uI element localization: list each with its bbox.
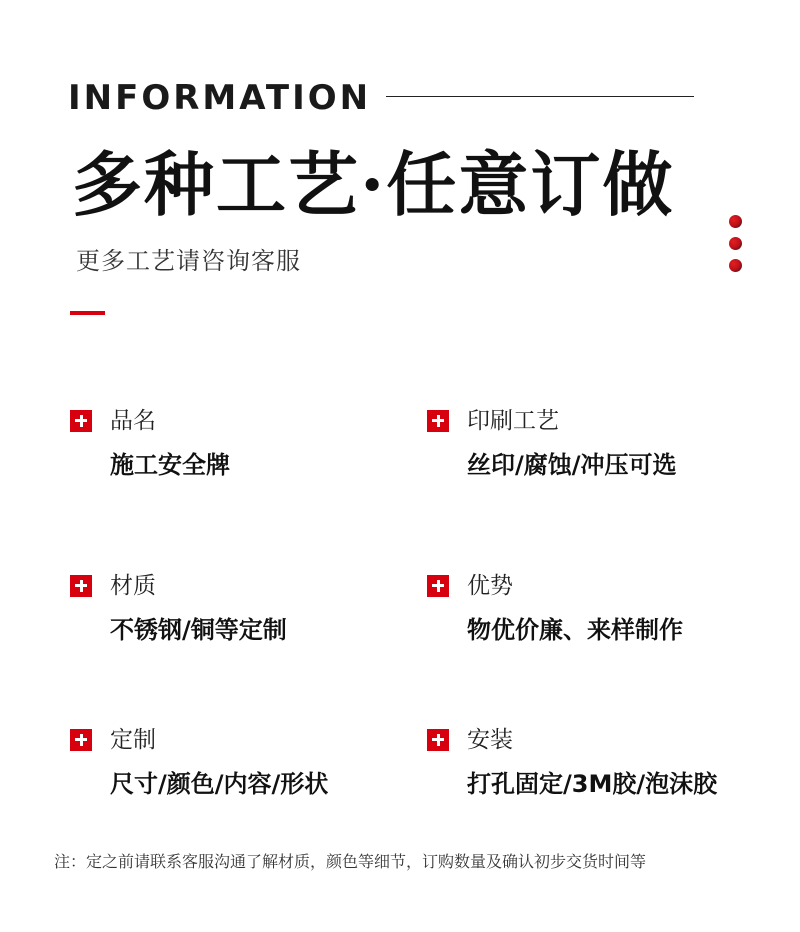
accent-bar <box>70 311 105 315</box>
spec-value: 打孔固定/3M胶/泡沫胶 <box>467 770 718 798</box>
spec-label: 材质 <box>110 573 156 599</box>
dot <box>729 215 742 228</box>
plus-icon <box>70 410 92 432</box>
spec-item-custom <box>70 725 410 799</box>
plus-icon <box>427 575 449 597</box>
eyebrow-title: INFORMATION <box>68 78 372 118</box>
footnote: 注：定之前请联系客服沟通了解材质，颜色等细节，订购数量及确认初步交货时间等 <box>54 852 647 871</box>
eyebrow-divider <box>386 96 694 97</box>
spec-value: 丝印/腐蚀/冲压可选 <box>467 451 677 479</box>
spec-value: 施工安全牌 <box>110 451 230 479</box>
spec-item-printing <box>427 406 767 480</box>
spec-label: 定制 <box>110 727 156 753</box>
spec-label: 印刷工艺 <box>467 408 559 434</box>
plus-icon <box>70 575 92 597</box>
spec-value: 物优价廉、来样制作 <box>467 616 683 644</box>
spec-label: 品名 <box>110 408 156 434</box>
spec-item-install <box>427 725 767 799</box>
spec-item-material <box>70 571 410 645</box>
spec-value: 不锈钢/铜等定制 <box>110 616 287 644</box>
spec-label: 优势 <box>467 573 513 599</box>
plus-icon <box>70 729 92 751</box>
page-title: 多种工艺·任意订做 <box>72 143 675 226</box>
plus-icon <box>427 410 449 432</box>
dot <box>729 259 742 272</box>
dots-icon <box>729 215 745 281</box>
spec-item-name <box>70 406 410 480</box>
spec-label: 安装 <box>467 727 513 753</box>
spec-value: 尺寸/颜色/内容/形状 <box>110 770 329 798</box>
spec-item-advantage <box>427 571 767 645</box>
dot <box>729 237 742 250</box>
plus-icon <box>427 729 449 751</box>
subtitle: 更多工艺请咨询客服 <box>76 247 301 275</box>
